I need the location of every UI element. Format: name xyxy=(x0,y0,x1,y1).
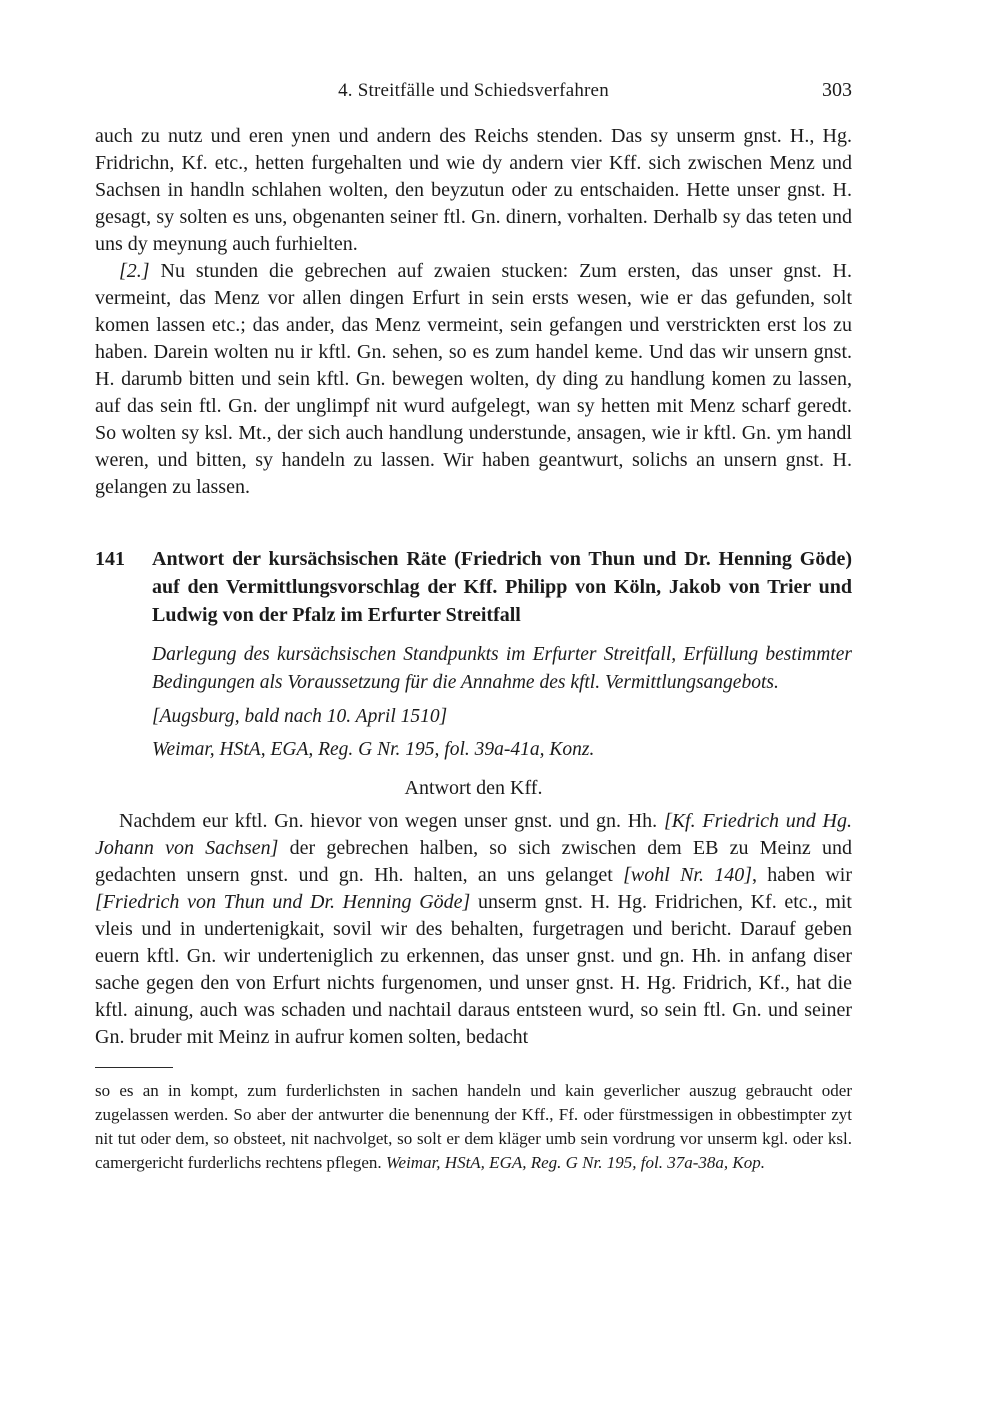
entry-141 xyxy=(95,545,852,1051)
entry-title: Antwort der kursächsischen Räte (Friedrich von Thun und Dr. Henning Göde) auf den Vermittlungsvorschlag der Kff. Philipp von Köln, Jakob von Trier und Ludwig von der Pfalz im Erfurter Streitfall xyxy=(152,548,852,626)
footnote-area xyxy=(95,1067,852,1175)
entry-number: 141 xyxy=(95,548,125,570)
footnote-text: so es an in kompt, zum furderlichsten in sachen handeln und kain geverlicher auszug gebraucht oder zugelassen werden. So aber der antwurter die benennung der Kff., Ff. oder fürstmessigen in obbestimpter zyt nit tut oder dem, so obsteet, nit nachvolget, so solt er dem kläger umb sein vordrung vor unserm kgl. oder ksl. camergericht furderlichs rechtens pflegen. Weimar, HStA, EGA, Reg. G Nr. 195, fol. 37a-38a, Kop. xyxy=(95,1081,852,1172)
page-body xyxy=(95,123,852,1051)
entry-date: [Augsburg, bald nach 10. April 1510] xyxy=(152,706,448,727)
footnote-rule xyxy=(95,1067,173,1068)
entry-regest: Darlegung des kursächsischen Standpunkts im Erfurter Streitfall, Erfüllung bestimmter Bedingungen als Voraussetzung für die Annahme des kftl. Vermittlungsangebots. xyxy=(152,644,852,693)
page-header xyxy=(95,78,852,103)
paragraph-continuation: auch zu nutz und eren ynen und andern des Reichs stenden. Das sy unserm gnst. H., Hg. Fridrichn, Kf. etc., hetten furgehalten und wie dy andern vier Kff. sich zwischen Menz und Sachsen in handln schlahen wolten, den beyzutun oder zu entschaiden. Hette unser gnst. H. gesagt, sy solten es uns, obgenanten seiner ftl. Gn. dinern, vorhalten. Derhalb sy das teten und uns dy meynung auch furhielten. xyxy=(95,125,852,255)
running-title: 4. Streitfälle und Schiedsverfahren xyxy=(338,80,609,101)
entry-source: Weimar, HStA, EGA, Reg. G Nr. 195, fol. 39a-41a, Konz. xyxy=(152,739,595,760)
page-number: 303 xyxy=(822,79,852,101)
entry-apparatus xyxy=(152,641,852,763)
entry-heading xyxy=(95,545,852,629)
entry-salutation: Antwort den Kff. xyxy=(404,777,543,799)
paragraph-section-2: [2.] Nu stunden die gebrechen auf zwaien stucken: Zum ersten, das unser gnst. H. vermeint, das Menz vor allen dingen Erfurt in sein ersts wesen, wie er das gefunden, solt komen lassen etc.; das ander, das Menz vermeint, sein gefangen und verstrickten erst los zu haben. Darein wolten nu ir kftl. Gn. sehen, so es zum handel keme. Und das wir unsern gnst. H. darumb bitten und sein kftl. Gn. bewegen wolten, dy ding zu handlung komen zu lassen, auf das sein ftl. Gn. der unglimpf nit wurd aufgelegt, wan sy hetten mit Menz scharf geredt. So wolten sy ksl. Mt., der sich auch handlung understunde, ansagen, wie ir kftl. Gn. ym handl weren, und bitten, sy handeln zu lassen. Wir haben geantwurt, solichs an unsern gnst. H. gelangen zu lassen. xyxy=(95,260,852,498)
entry-main-text: Nachdem eur kftl. Gn. hievor von wegen unser gnst. und gn. Hh. [Kf. Friedrich und Hg. Johann von Sachsen] der gebrechen halben, so sich zwischen dem EB zu Meinz und gedachten unsern gnst. und gn. Hh. halten, an uns gelanget [wohl Nr. 140], haben wir [Friedrich von Thun und Dr. Henning Göde] unserm gnst. H. Hg. Fridrichen, Kf. etc., mit vleis und in undertenigkait, sovil wir des behalten, furgetragen und bericht. Darauf geben euern kftl. Gn. wir underteniglich zu erkennen, das unser gnst. und gn. Hh. in anfang diser sache gegen den von Erfurt nichts furgenomen, und unser gnst. H. Hg. Fridrich, Kf., hat die kftl. ainung, auch was schaden und nachtail daraus entsteen wurd, so sein ftl. Gn. und seiner Gn. bruder mit Meinz in aufrur komen solten, bedacht xyxy=(95,810,853,1048)
